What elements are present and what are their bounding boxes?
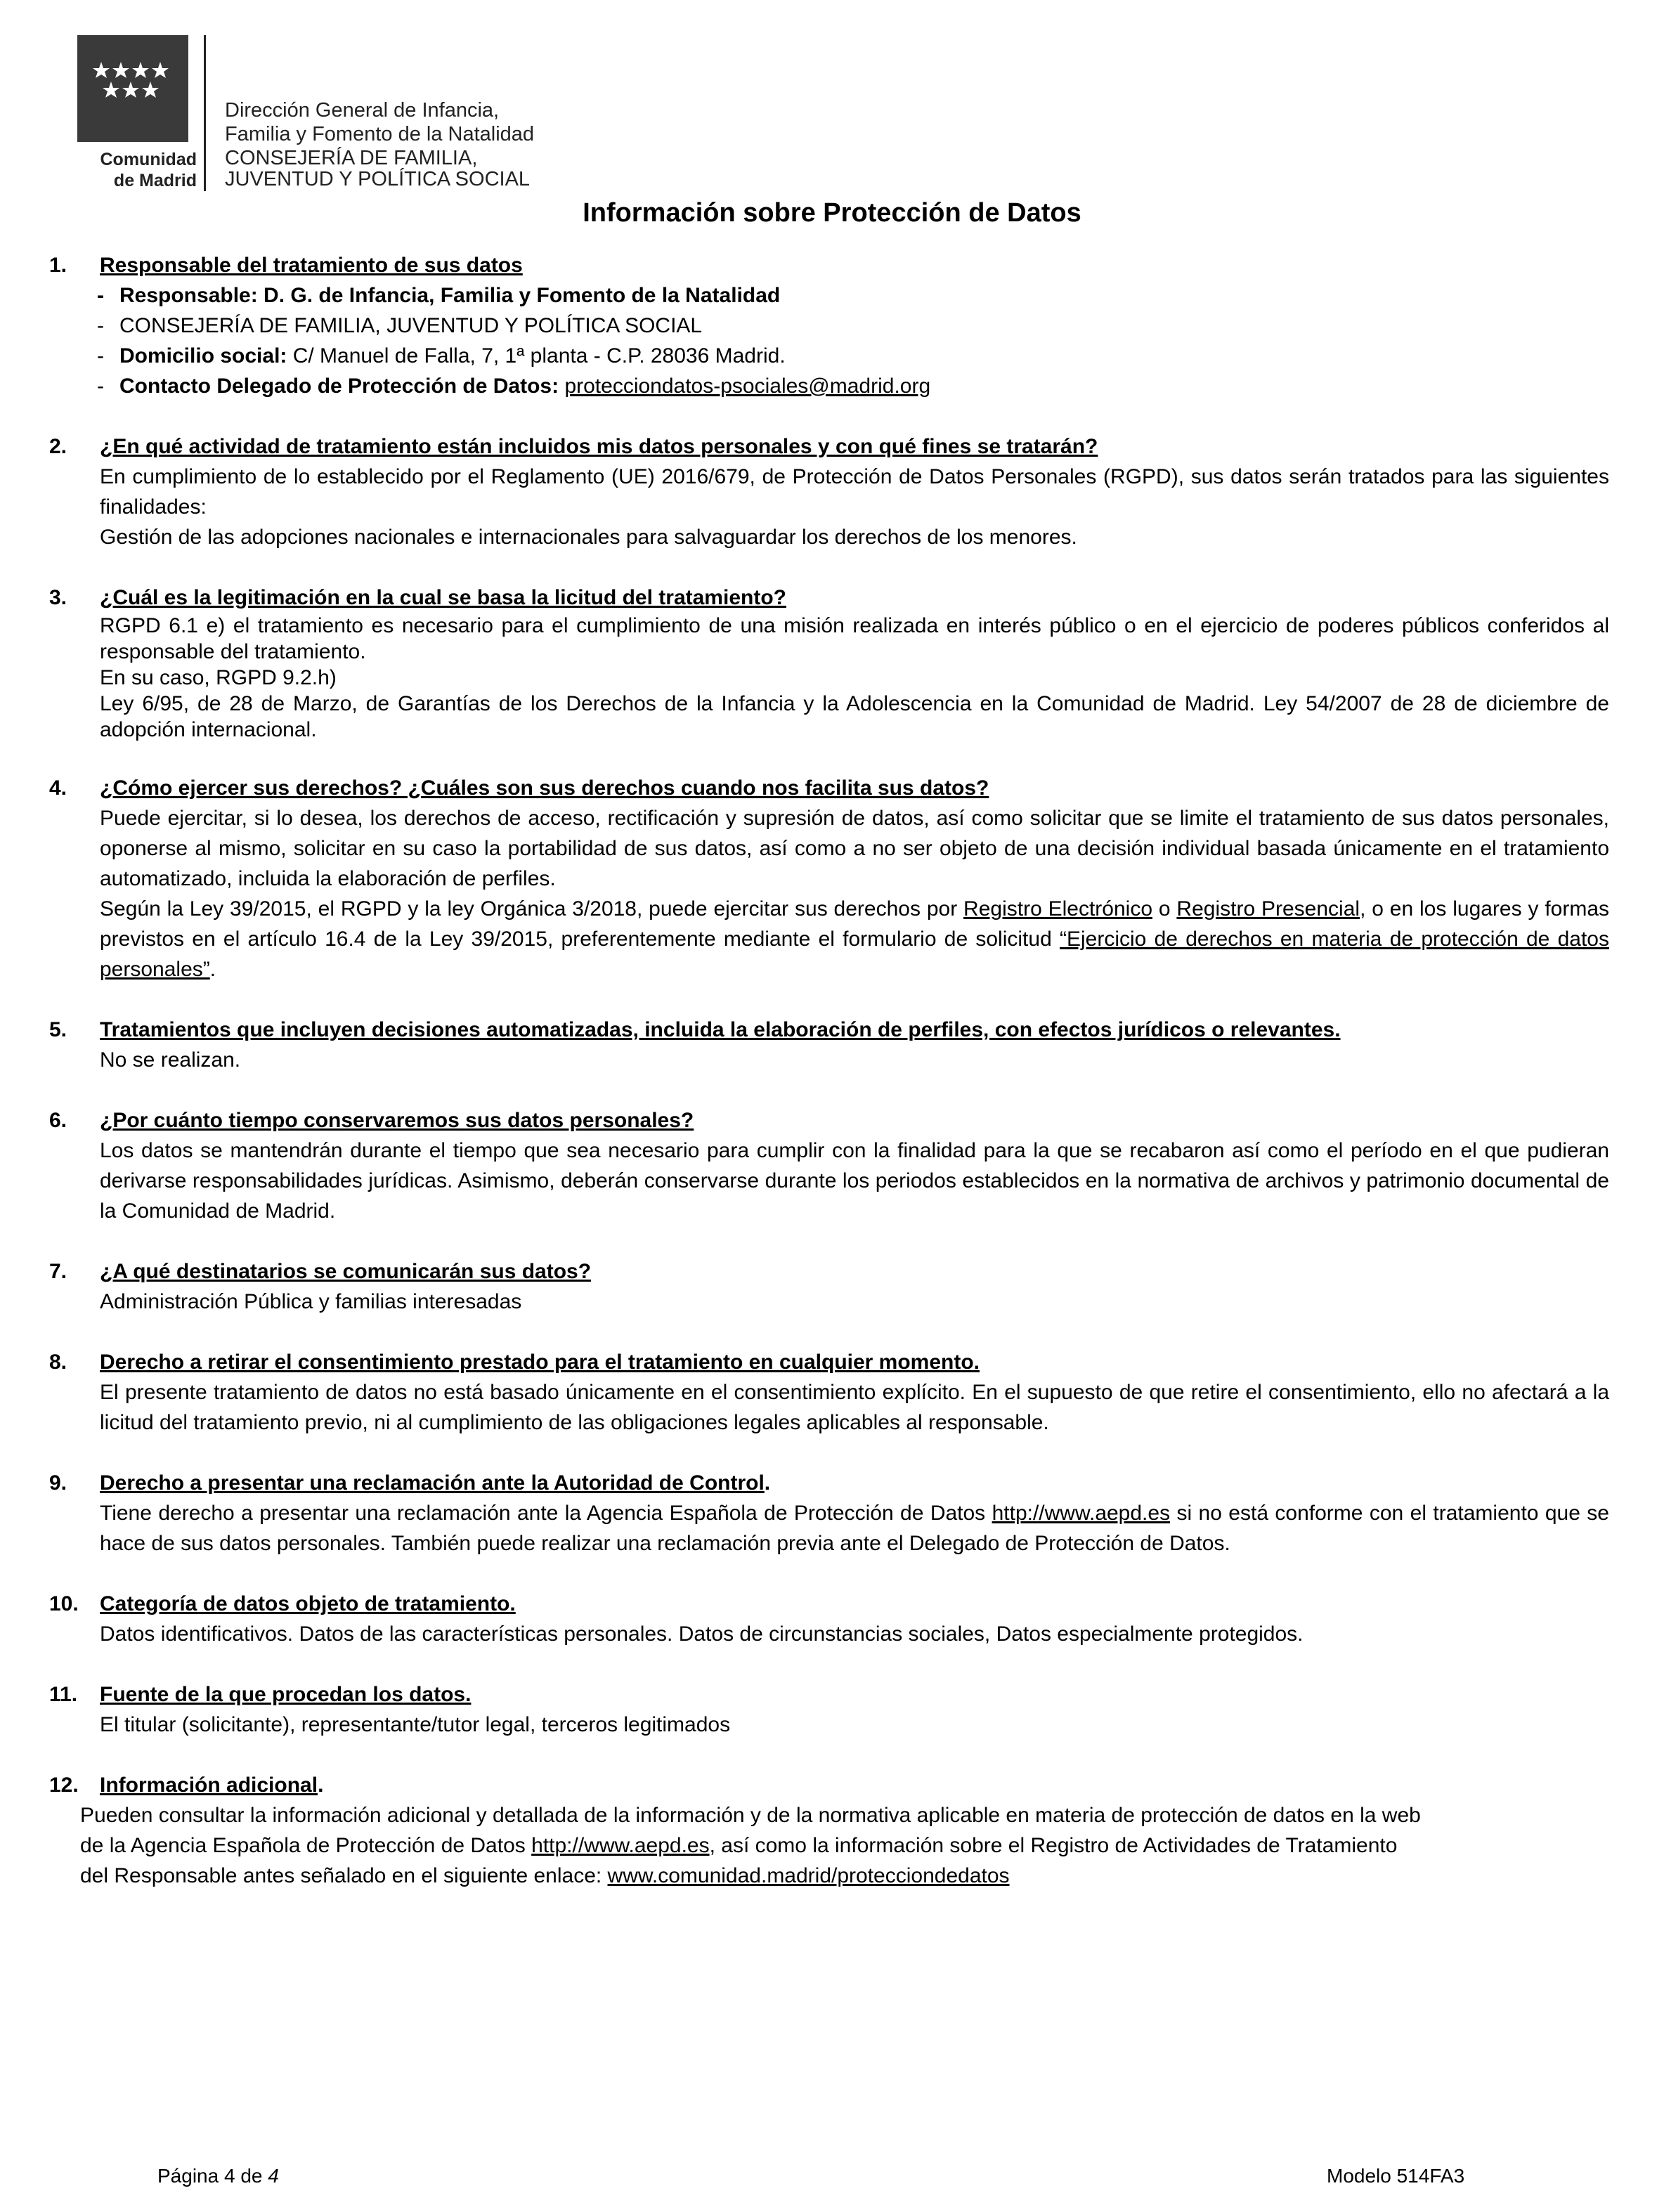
comunidad-madrid-flag-logo [77, 35, 188, 142]
section-body: En cumplimiento de lo establecido por el Reglamento (UE) 2016/679, de Protección de Datos Personales (RGPD), sus datos serán tratados para las siguientes finalidades: Gestión de las adopciones nacionales e internacionales para salvaguardar los derechos de los menores. [100, 465, 1609, 549]
section-number: 12. [49, 1774, 79, 1797]
section-body: El presente tratamiento de datos no está basado únicamente en el consentimiento explícito. En el supuesto de que retire el consentimiento, ello no afectará a la licitud del tratamiento previo, ni al cumplimiento de las obligaciones legales aplicables al responsable. [100, 1381, 1609, 1434]
aepd-link[interactable]: http://www.aepd.es [992, 1502, 1171, 1525]
directorate-name: Dirección General de Infancia, Familia y Fomento de la Natalidad [225, 99, 535, 145]
section-title: Derecho a presentar una reclamación ante la Autoridad de Control. [100, 1471, 771, 1495]
list-item: - Contacto Delegado de Protección de Datos: protecciondatos-psociales@madrid.org [119, 371, 1609, 401]
section-title: Categoría de datos objeto de tratamiento. [100, 1592, 516, 1615]
aepd-link[interactable]: http://www.aepd.es [531, 1834, 710, 1857]
section-12 [49, 1770, 1609, 1891]
section-3 [49, 583, 1609, 743]
section-10 [49, 1589, 1609, 1649]
document-body [49, 250, 1609, 1921]
header-logo [77, 35, 569, 197]
section-number: 5. [49, 1018, 67, 1041]
section-body: Datos identificativos. Datos de las características personales. Datos de circunstancias sociales, Datos especialmente protegidos. [100, 1622, 1304, 1646]
registro-presencial-link[interactable]: Registro Presencial [1176, 897, 1360, 920]
section-9 [49, 1468, 1609, 1559]
logo-divider [204, 35, 206, 191]
section-11 [49, 1679, 1609, 1740]
comunidad-madrid-datos-link[interactable]: www.comunidad.madrid/protecciondedatos [607, 1864, 1010, 1887]
section-title: ¿En qué actividad de tratamiento están incluidos mis datos personales y con qué fines se tratarán? [100, 435, 1098, 458]
section-title: ¿Cómo ejercer sus derechos? ¿Cuáles son sus derechos cuando nos facilita sus datos? [100, 776, 989, 800]
page-number: Página 4 de 4 [157, 2165, 279, 2187]
section-4 [49, 773, 1609, 984]
list-item: - CONSEJERÍA DE FAMILIA, JUVENTUD Y POLÍTICA SOCIAL [119, 311, 1609, 341]
section-number: 11. [49, 1683, 78, 1706]
section-5 [49, 1015, 1609, 1075]
section-title: Información adicional. [100, 1774, 324, 1797]
stars-icon [77, 35, 188, 142]
section-body: No se realizan. [100, 1048, 241, 1072]
section-title: ¿Por cuánto tiempo conservaremos sus datos personales? [100, 1109, 694, 1132]
section-2 [49, 431, 1609, 552]
section-number: 10. [49, 1592, 79, 1615]
section-number: 9. [49, 1471, 67, 1495]
section-number: 8. [49, 1351, 67, 1374]
logo-org-name: Comunidad de Madrid [100, 150, 197, 190]
section-body: Los datos se mantendrán durante el tiempo que sea necesario para cumplir con la finalidad para la que se recabaron así como el período en el que pudieran derivarse responsabilidades jurídicas. Asimismo, deberán conservarse durante los periodos establecidos en la normativa de archivos y patrimonio documental de la Comunidad de Madrid. [100, 1139, 1609, 1223]
section-title: Tratamientos que incluyen decisiones automatizadas, incluida la elaboración de perfiles, con efectos jurídicos o relevantes. [100, 1018, 1341, 1041]
section-body: RGPD 6.1 e) el tratamiento es necesario para el cumplimiento de una misión realizada en interés público o en el ejercicio de poderes públicos conferidos al responsable del tratamiento. En su caso, RGPD 9.2.h) Ley 6/95, de 28 de Marzo, de Garantías de los Derechos de la Infancia y la Adolescencia en la Comunidad de Madrid. Ley 54/2007 de 28 de diciembre de adopción internacional. [100, 614, 1609, 741]
section-6 [49, 1105, 1609, 1226]
section-number: 6. [49, 1109, 67, 1132]
section-title: ¿Cuál es la legitimación en la cual se basa la licitud del tratamiento? [100, 586, 786, 609]
section-body: Administración Pública y familias interesadas [100, 1290, 522, 1313]
dpo-email-link[interactable]: protecciondatos-psociales@madrid.org [564, 375, 931, 398]
ministry-name: CONSEJERÍA DE FAMILIA, JUVENTUD Y POLÍTICA SOCIAL [225, 147, 531, 190]
section-number: 1. [49, 254, 67, 277]
section-number: 2. [49, 435, 67, 458]
responsable-list [49, 280, 1609, 401]
section-7 [49, 1256, 1609, 1317]
section-body: Pueden consultar la información adicional y detallada de la información y de la normativa aplicable en materia de protección de datos en la web de la Agencia Española de Protección de Datos http://www.aepd.es, así como la información sobre el Registro de Actividades de Tratamiento del Responsable antes señalado en el siguiente enlace: www.comunidad.madrid/protecciondedatos [80, 1804, 1421, 1887]
section-title: Responsable del tratamiento de sus datos [100, 254, 523, 277]
document-title: Información sobre Protección de Datos [583, 198, 1081, 228]
section-8 [49, 1347, 1609, 1438]
section-body: Puede ejercitar, si lo desea, los derechos de acceso, rectificación y supresión de datos, así como solicitar que se limite el tratamiento de sus datos personales, oponerse al mismo, solicitar en su caso la portabilidad de sus datos, así como a no ser objeto de una decisión individual basada únicamente en el tratamiento automatizado, incluida la elaboración de perfiles. Según la Ley 39/2015, el RGPD y la ley Orgánica 3/2018, puede ejercitar sus derechos por Registro Electrónico o Registro Presencial, o en los lugares y formas previstos en el artículo 16.4 de la Ley 39/2015, preferentemente mediante el formulario de solicitud “Ejercicio de derechos en materia de protección de datos personales”. [100, 807, 1610, 981]
section-title: Derecho a retirar el consentimiento prestado para el tratamiento en cualquier momento. [100, 1351, 980, 1374]
section-title: ¿A qué destinatarios se comunicarán sus datos? [100, 1260, 592, 1283]
registro-electronico-link[interactable]: Registro Electrónico [963, 897, 1153, 920]
section-body: El titular (solicitante), representante/tutor legal, terceros legitimados [100, 1713, 731, 1736]
section-number: 3. [49, 586, 67, 609]
section-title: Fuente de la que procedan los datos. [100, 1683, 472, 1706]
model-code: Modelo 514FA3 [1327, 2165, 1465, 2187]
section-number: 7. [49, 1260, 67, 1283]
section-1 [49, 250, 1609, 401]
formulario-derechos-link[interactable]: “Ejercicio de derechos en materia de protección de datos personales” [100, 928, 1609, 981]
section-number: 4. [49, 776, 67, 800]
list-item: - Responsable: D. G. de Infancia, Familia y Fomento de la Natalidad [119, 280, 1609, 311]
section-body: Tiene derecho a presentar una reclamación ante la Agencia Española de Protección de Datos http://www.aepd.es si no está conforme con el tratamiento que se hace de sus datos personales. También puede realizar una reclamación previa ante el Delegado de Protección de Datos. [100, 1502, 1609, 1555]
list-item: - Domicilio social: C/ Manuel de Falla, 7, 1ª planta - C.P. 28036 Madrid. [119, 341, 1609, 371]
